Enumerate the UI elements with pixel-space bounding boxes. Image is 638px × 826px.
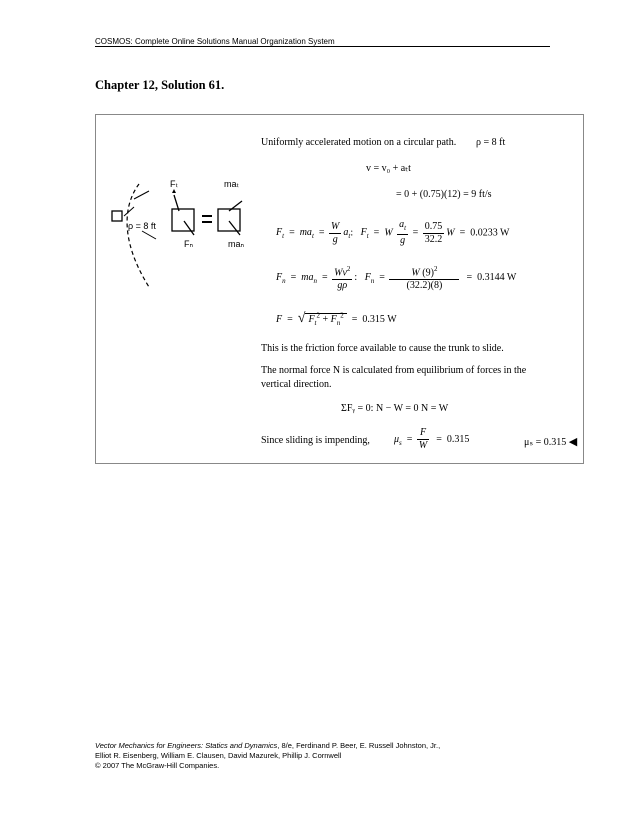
fn-value: 0.3144 W	[477, 271, 517, 283]
figure-man-label: maₙ	[228, 239, 245, 249]
sum-fy-equation: ΣFᵧ = 0: N − W = 0 N = W	[341, 403, 449, 414]
intro-text: Uniformly accelerated motion on a circular path.	[261, 137, 457, 148]
figure-fn-label: Fₙ	[184, 239, 194, 249]
mu-equation: $\mu_s$ = $\frac{F}{W}$ = 0.315	[394, 427, 470, 451]
fn-denominator: (32.2)(8)	[406, 280, 443, 292]
velocity-result: = 0 + (0.75)(12) = 9 ft/s	[396, 189, 492, 200]
velocity-equation: v = v₀ + aₜt	[366, 163, 411, 174]
mu-final-text: μₛ = 0.315	[524, 437, 567, 448]
normal-text-1: The normal force N is calculated from equilibrium of forces in the	[261, 365, 527, 376]
mu-final-answer	[524, 435, 577, 448]
solution-box	[95, 114, 584, 464]
ft-value: 0.0233 W	[470, 227, 510, 239]
normal-force-equation: $F_n = ma_n$ = $\frac{Wv^2}{g\rho}$ : $F_n$ = $\frac{W (9)^2}{(32.2)(8)}$ = 0.3144 W	[276, 265, 517, 292]
ft-denominator: 32.2	[424, 233, 443, 245]
footer-line1-rest: , 8/e, Ferdinand P. Beer, E. Russell Johnston, Jr.,	[277, 741, 441, 750]
friction-text: This is the friction force available to cause the trunk to slide.	[261, 343, 504, 354]
resultant-force-equation: F = √ $F_t^2 + F_n^2 = 0.315$ W	[276, 311, 397, 327]
answer-marker-icon: ◀	[568, 436, 578, 448]
chapter-title: Chapter 12, Solution 61.	[95, 78, 225, 92]
sliding-text: Since sliding is impending,	[261, 435, 370, 446]
figure-ft-label: Fₜ	[170, 179, 179, 189]
figure-mat-label: maₜ	[224, 179, 240, 189]
free-body-diagram	[104, 159, 264, 299]
normal-text-2: vertical direction.	[261, 379, 332, 390]
mu-value: 0.315	[446, 433, 470, 445]
footer	[95, 741, 440, 771]
footer-copyright: © 2007 The McGraw-Hill Companies.	[95, 761, 220, 770]
footer-line2: Elliot R. Eisenberg, William E. Clausen, David Mazurek, Phillip J. Cornwell	[95, 751, 342, 760]
footer-book-title: Vector Mechanics for Engineers: Statics and Dynamics	[95, 741, 278, 750]
rho-value: ρ = 8 ft	[476, 137, 506, 148]
ft-numerator: 0.75	[424, 220, 443, 232]
tangential-force-equation: $F_t = ma_t$ = $\frac{W}{g}$ $a_t$: $F_t = W$ $\frac{a_t}{g}$ = $\frac{0.75}{32.2}$ W = 0.0233 W	[276, 219, 510, 246]
figure-rho-label: ρ = 8 ft	[128, 221, 156, 231]
header-rule	[95, 46, 550, 47]
header-title: COSMOS: Complete Online Solutions Manual Organization System	[95, 37, 335, 46]
f-value: 0.315 W	[362, 314, 397, 325]
